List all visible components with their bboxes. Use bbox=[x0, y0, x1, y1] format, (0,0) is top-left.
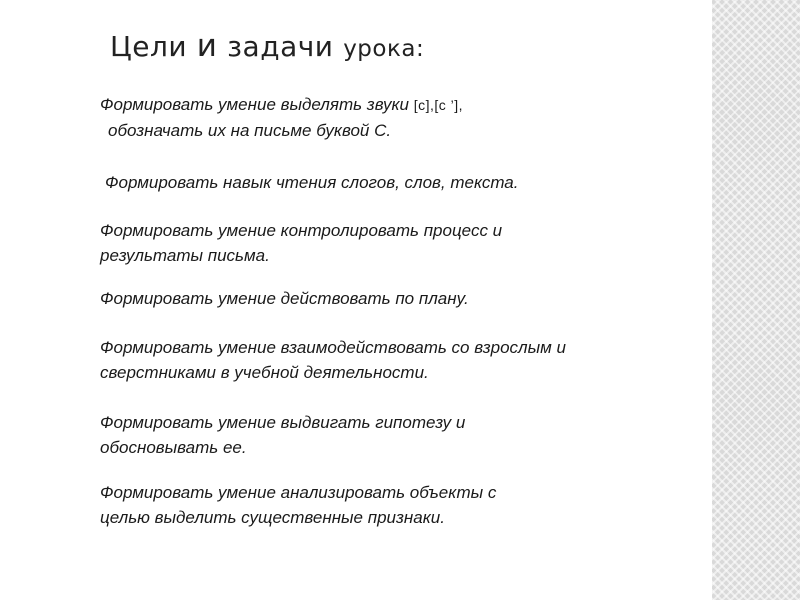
title-word: урока: bbox=[343, 36, 425, 62]
goal-line: обозначать их на письме буквой С. bbox=[108, 121, 392, 140]
goal-line: Формировать умение выделять звуки bbox=[100, 95, 409, 114]
goal-line: Формировать умение контролировать процесс и bbox=[100, 221, 503, 240]
goal-item bbox=[100, 410, 690, 460]
goal-line: обосновывать ее. bbox=[100, 438, 247, 457]
goal-sounds: [с],[с ’], bbox=[413, 97, 464, 113]
goal-item bbox=[100, 335, 690, 385]
title-word: и bbox=[196, 28, 218, 64]
goal-item bbox=[105, 170, 695, 195]
goal-line: Формировать умение взаимодействовать со взрослым и bbox=[100, 338, 566, 357]
goal-item bbox=[100, 286, 690, 311]
slide-title bbox=[110, 28, 424, 64]
title-word: Цели bbox=[110, 30, 188, 63]
goal-line: Формировать умение выдвигать гипотезу и bbox=[100, 413, 466, 432]
goal-line: Формировать умение анализировать объекты с bbox=[100, 483, 497, 502]
goal-line: Формировать навык чтения слогов, слов, текста. bbox=[105, 173, 519, 192]
decorative-side-band bbox=[712, 0, 800, 600]
goal-line: целью выделить существенные признаки. bbox=[100, 508, 445, 527]
goal-item bbox=[100, 218, 690, 268]
goal-line: сверстниками в учебной деятельности. bbox=[100, 363, 429, 382]
goal-line: результаты письма. bbox=[100, 246, 270, 265]
goal-line: Формировать умение действовать по плану. bbox=[100, 289, 469, 308]
goal-item bbox=[100, 92, 690, 143]
title-word: задачи bbox=[227, 30, 334, 63]
goal-item bbox=[100, 480, 690, 530]
